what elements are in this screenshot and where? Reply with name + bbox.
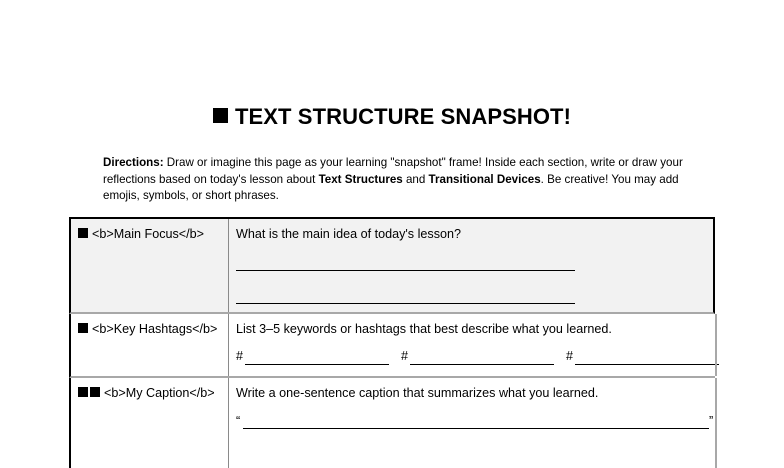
directions-term-transitional-devices: Transitional Devices xyxy=(428,172,541,186)
close-quote: ” xyxy=(709,414,714,428)
section-prompt: List 3–5 keywords or hashtags that best describe what you learned. xyxy=(236,322,612,336)
column-divider xyxy=(228,219,229,312)
section-label-cell xyxy=(78,322,217,336)
caption-line[interactable] xyxy=(243,428,709,429)
section-key-hashtags xyxy=(69,314,715,378)
section-my-caption xyxy=(69,378,715,468)
black-square-icon xyxy=(90,387,100,397)
page-title-text: TEXT STRUCTURE SNAPSHOT! xyxy=(234,104,572,129)
directions-term-text-structures: Text Structures xyxy=(318,172,403,186)
page-title xyxy=(0,104,784,130)
black-square-icon xyxy=(213,108,228,123)
black-square-icon xyxy=(78,387,88,397)
directions-paragraph xyxy=(103,155,683,205)
section-prompt: What is the main idea of today's lesson? xyxy=(236,227,462,241)
hashtag-prefix-2: # xyxy=(401,349,409,363)
column-divider xyxy=(228,314,229,376)
black-square-icon xyxy=(78,228,88,238)
snapshot-table xyxy=(69,217,729,457)
answer-line-2[interactable] xyxy=(236,303,575,304)
hashtag-prefix-3: # xyxy=(566,349,574,363)
directions-and: and xyxy=(402,172,429,186)
section-label-cell xyxy=(78,227,204,241)
hashtag-line-2[interactable] xyxy=(410,364,554,365)
hashtag-prefix-1: # xyxy=(236,349,244,363)
section-label: <b>My Caption</b> xyxy=(104,386,215,400)
hashtag-line-1[interactable] xyxy=(245,364,389,365)
directions-text-1: Draw or imagine this page as your learning "snapshot" frame! Inside each section, write or draw your reflections based on today's lesson about xyxy=(103,156,683,186)
hashtag-line-3[interactable] xyxy=(575,364,719,365)
directions-text-2: . Be creative! You may add emojis, symbols, or short phrases. xyxy=(103,172,679,202)
section-label-cell xyxy=(78,386,215,400)
section-main-focus xyxy=(69,217,715,314)
answer-line-1[interactable] xyxy=(236,270,575,271)
section-label: <b>Main Focus</b> xyxy=(92,227,205,241)
directions-label: Directions: xyxy=(103,156,164,169)
black-square-icon xyxy=(78,323,88,333)
section-label: <b>Key Hashtags</b> xyxy=(92,322,218,336)
section-prompt: Write a one-sentence caption that summarizes what you learned. xyxy=(236,386,599,400)
open-quote: “ xyxy=(236,414,241,428)
column-divider xyxy=(228,378,229,468)
